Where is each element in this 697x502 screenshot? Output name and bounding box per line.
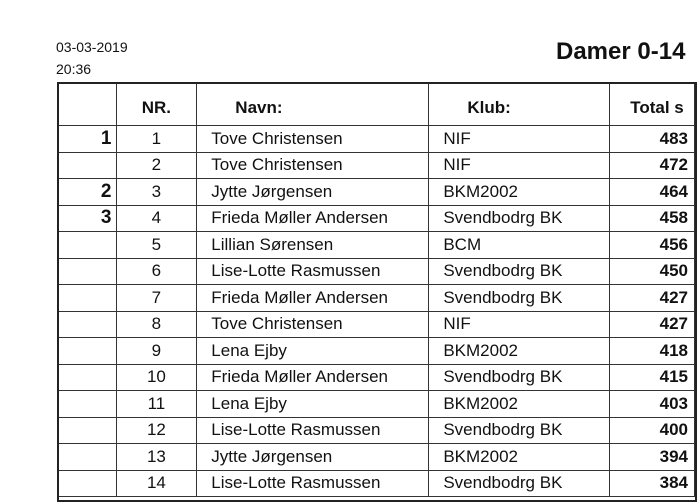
table-row <box>59 258 695 285</box>
place-cell: 1 <box>59 126 116 153</box>
page-title: Damer 0-14 <box>556 38 686 65</box>
total-cell: 427 <box>610 311 695 338</box>
place-cell <box>59 444 116 471</box>
total-cell: 458 <box>610 205 695 232</box>
total-cell: 456 <box>610 232 695 259</box>
club-cell: NIF <box>429 152 610 179</box>
name-cell: Tove Christensen <box>197 126 429 153</box>
total-cell: 400 <box>610 417 695 444</box>
table-row <box>59 285 695 312</box>
table-row <box>59 205 695 232</box>
place-cell <box>59 417 116 444</box>
name-cell: Frieda Møller Andersen <box>197 205 429 232</box>
total-cell: 394 <box>610 444 695 471</box>
name-cell: Lise-Lotte Rasmussen <box>197 470 429 497</box>
nr-cell: 5 <box>116 232 197 259</box>
table-row <box>59 338 695 365</box>
total-cell: 472 <box>610 152 695 179</box>
table-row <box>59 470 695 497</box>
name-cell: Jytte Jørgensen <box>197 179 429 206</box>
column-header-place <box>59 84 116 126</box>
total-cell: 403 <box>610 391 695 418</box>
nr-cell: 9 <box>116 338 197 365</box>
nr-cell: 10 <box>116 364 197 391</box>
club-cell: Svendbodrg BK <box>429 364 610 391</box>
name-cell: Frieda Møller Andersen <box>197 364 429 391</box>
nr-cell: 1 <box>116 126 197 153</box>
nr-cell: 8 <box>116 311 197 338</box>
club-cell: BKM2002 <box>429 338 610 365</box>
nr-cell: 13 <box>116 444 197 471</box>
club-cell: BKM2002 <box>429 391 610 418</box>
name-cell: Frieda Møller Andersen <box>197 285 429 312</box>
results-table-frame <box>57 82 697 502</box>
place-cell <box>59 311 116 338</box>
print-date: 03-03-2019 <box>56 39 128 55</box>
name-cell: Tove Christensen <box>197 152 429 179</box>
place-cell <box>59 364 116 391</box>
table-row <box>59 417 695 444</box>
place-cell <box>59 391 116 418</box>
club-cell: Svendbodrg BK <box>429 417 610 444</box>
club-cell: Svendbodrg BK <box>429 205 610 232</box>
total-cell: 418 <box>610 338 695 365</box>
club-cell: BCM <box>429 232 610 259</box>
name-cell: Lena Ejby <box>197 338 429 365</box>
total-cell: 464 <box>610 179 695 206</box>
total-cell: 415 <box>610 364 695 391</box>
nr-cell: 12 <box>116 417 197 444</box>
table-row <box>59 152 695 179</box>
table-header-row <box>59 84 695 126</box>
table-row <box>59 311 695 338</box>
club-cell: BKM2002 <box>429 179 610 206</box>
place-cell <box>59 470 116 497</box>
nr-cell: 7 <box>116 285 197 312</box>
club-cell: Svendbodrg BK <box>429 470 610 497</box>
place-cell <box>59 258 116 285</box>
nr-cell: 4 <box>116 205 197 232</box>
table-row <box>59 232 695 259</box>
column-header-club: Klub: <box>429 84 610 126</box>
table-row <box>59 126 695 153</box>
nr-cell: 14 <box>116 470 197 497</box>
table-row <box>59 179 695 206</box>
place-cell <box>59 152 116 179</box>
table-row <box>59 391 695 418</box>
column-header-name: Navn: <box>197 84 429 126</box>
nr-cell: 2 <box>116 152 197 179</box>
name-cell: Lena Ejby <box>197 391 429 418</box>
place-cell: 2 <box>59 179 116 206</box>
nr-cell: 3 <box>116 179 197 206</box>
results-table <box>59 84 695 497</box>
place-cell <box>59 338 116 365</box>
print-meta <box>56 36 128 80</box>
print-time: 20:36 <box>56 61 92 77</box>
place-cell <box>59 285 116 312</box>
name-cell: Tove Christensen <box>197 311 429 338</box>
club-cell: BKM2002 <box>429 444 610 471</box>
total-cell: 483 <box>610 126 695 153</box>
club-cell: Svendbodrg BK <box>429 258 610 285</box>
place-cell <box>59 232 116 259</box>
total-cell: 427 <box>610 285 695 312</box>
club-cell: NIF <box>429 311 610 338</box>
name-cell: Lise-Lotte Rasmussen <box>197 417 429 444</box>
name-cell: Lillian Sørensen <box>197 232 429 259</box>
name-cell: Jytte Jørgensen <box>197 444 429 471</box>
place-cell: 3 <box>59 205 116 232</box>
nr-cell: 11 <box>116 391 197 418</box>
column-header-nr: NR. <box>116 84 197 126</box>
name-cell: Lise-Lotte Rasmussen <box>197 258 429 285</box>
nr-cell: 6 <box>116 258 197 285</box>
total-cell: 450 <box>610 258 695 285</box>
column-header-total: Total s <box>610 84 695 126</box>
club-cell: NIF <box>429 126 610 153</box>
club-cell: Svendbodrg BK <box>429 285 610 312</box>
total-cell: 384 <box>610 470 695 497</box>
table-row <box>59 364 695 391</box>
table-row <box>59 444 695 471</box>
